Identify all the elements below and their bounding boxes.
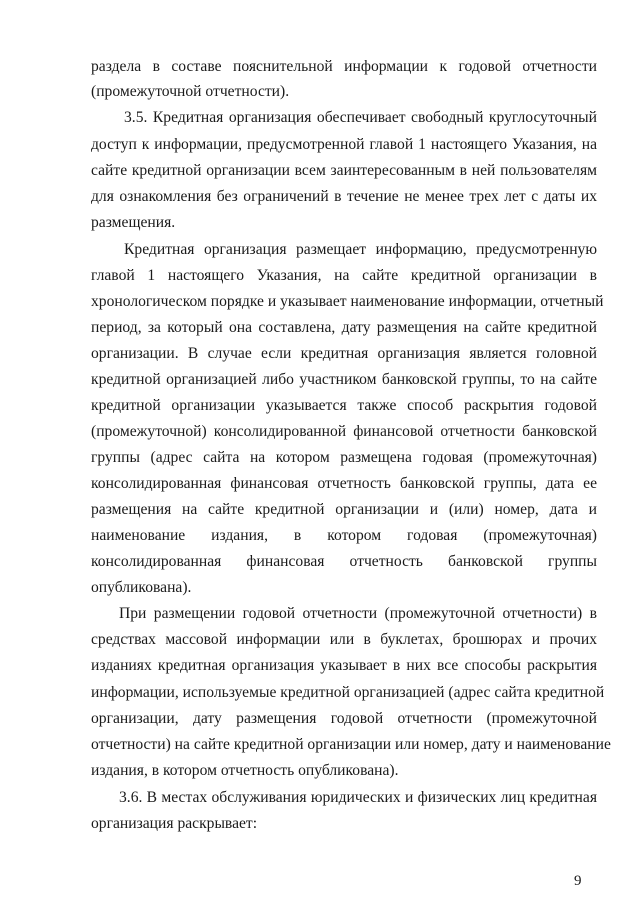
text-line: 3.5. Кредитная организация обеспечивает свободный круглосуточный bbox=[124, 109, 597, 126]
text-line: консолидированная финансовая отчетность банковской группы, дата ее bbox=[91, 475, 597, 492]
text-line: наименование издания, в котором годовая (промежуточная) bbox=[91, 527, 597, 544]
text-line: доступ к информации, предусмотренной главой 1 настоящего Указания, на bbox=[91, 136, 597, 153]
text-line: средствах массовой информации или в буклетах, брошюрах и прочих bbox=[91, 631, 597, 648]
text-line: кредитной организацией либо участником банковской группы, то на сайте bbox=[91, 371, 597, 388]
text-line: изданиях кредитная организация указывает в них все способы раскрытия bbox=[91, 657, 597, 674]
text-line: При размещении годовой отчетности (промежуточной отчетности) в bbox=[119, 605, 597, 622]
text-line: размещения. bbox=[91, 214, 176, 231]
text-line: кредитной организации указывается также способ раскрытия годовой bbox=[91, 397, 597, 414]
text-line: главой 1 настоящего Указания, на сайте кредитной организации в bbox=[91, 267, 597, 284]
text-line: размещения на сайте кредитной организации и (или) номер, дата и bbox=[91, 501, 597, 518]
text-line: организации. В случае если кредитная организация является головной bbox=[91, 345, 597, 362]
text-line: издания, в котором отчетность опубликована). bbox=[91, 762, 399, 779]
text-line: (промежуточной отчетности). bbox=[91, 83, 290, 100]
text-line: Кредитная организация размещает информацию, предусмотренную bbox=[124, 241, 597, 258]
text-line: для ознакомления без ограничений в течение не менее трех лет с даты их bbox=[91, 188, 597, 205]
text-line: сайте кредитной организации всем заинтересованным в ней пользователям bbox=[91, 162, 597, 179]
text-line: группы (адрес сайта на котором размещена годовая (промежуточная) bbox=[91, 449, 597, 466]
text-line: (промежуточной) консолидированной финансовой отчетности банковской bbox=[91, 423, 597, 440]
text-line: консолидированная финансовая отчетность банковской группы bbox=[91, 553, 597, 570]
text-line: хронологическом порядке и указывает наименование информации, отчетный bbox=[91, 293, 604, 310]
text-line: информации, используемые кредитной организацией (адрес сайта кредитной bbox=[91, 684, 605, 701]
text-line: раздела в составе пояснительной информации к годовой отчетности bbox=[91, 58, 597, 75]
text-line: организации, дату размещения годовой отчетности (промежуточной bbox=[91, 710, 597, 727]
text-line: период, за который она составлена, дату размещения на сайте кредитной bbox=[91, 319, 597, 336]
page-number: 9 bbox=[574, 873, 582, 889]
text-line: отчетности) на сайте кредитной организации или номер, дату и наименование bbox=[91, 736, 611, 753]
text-line: организация раскрывает: bbox=[91, 815, 258, 832]
text-line: 3.6. В местах обслуживания юридических и физических лиц кредитная bbox=[119, 789, 597, 806]
text-line: опубликована). bbox=[91, 579, 192, 596]
